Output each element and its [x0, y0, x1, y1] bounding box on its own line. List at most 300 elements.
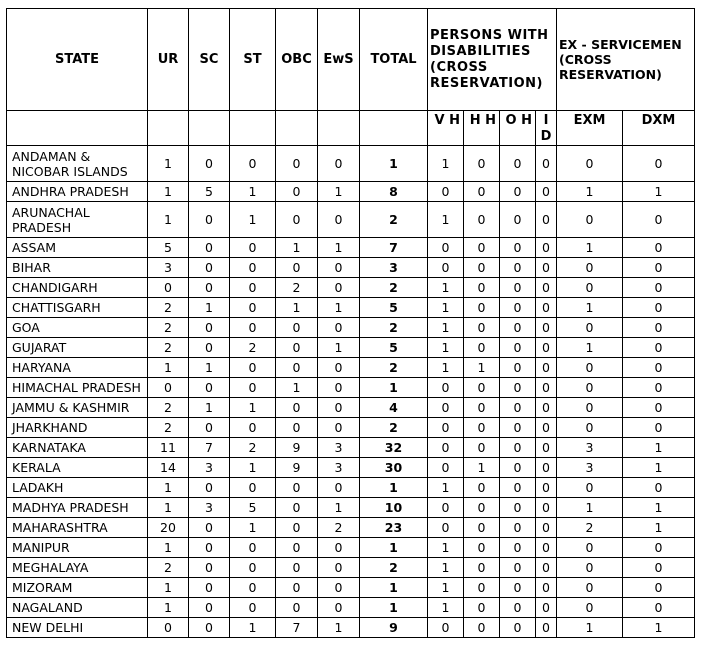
id-cell: 0 [536, 618, 557, 638]
dxm-cell: 0 [623, 398, 695, 418]
total-cell: 7 [360, 238, 428, 258]
vh-cell: 1 [428, 358, 464, 378]
st-cell: 1 [230, 618, 276, 638]
oh-cell: 0 [500, 338, 536, 358]
dxm-cell: 0 [623, 598, 695, 618]
oh-cell: 0 [500, 146, 536, 182]
id-cell: 0 [536, 298, 557, 318]
table-row [7, 498, 695, 518]
hh-cell: 0 [464, 258, 500, 278]
exm-cell: 2 [557, 518, 623, 538]
sc-cell: 0 [189, 278, 230, 298]
vh-cell: 0 [428, 458, 464, 478]
header-st: ST [230, 9, 276, 111]
st-cell: 0 [230, 558, 276, 578]
table-row [7, 202, 695, 238]
hh-cell: 0 [464, 518, 500, 538]
id-cell: 0 [536, 458, 557, 478]
ur-cell: 1 [148, 478, 189, 498]
oh-cell: 0 [500, 358, 536, 378]
hh-cell: 0 [464, 598, 500, 618]
total-cell: 2 [360, 202, 428, 238]
ews-cell: 0 [318, 538, 360, 558]
exm-cell: 1 [557, 498, 623, 518]
header-total: TOTAL [360, 9, 428, 111]
id-cell: 0 [536, 498, 557, 518]
oh-cell: 0 [500, 182, 536, 202]
id-cell: 0 [536, 358, 557, 378]
dxm-cell: 0 [623, 278, 695, 298]
st-cell: 0 [230, 278, 276, 298]
sc-cell: 0 [189, 518, 230, 538]
exm-cell: 0 [557, 598, 623, 618]
state-cell: GOA [7, 318, 148, 338]
ews-cell: 1 [318, 238, 360, 258]
exm-cell: 0 [557, 478, 623, 498]
exm-cell: 0 [557, 358, 623, 378]
oh-cell: 0 [500, 558, 536, 578]
subheader-blank [148, 111, 189, 146]
exm-cell: 0 [557, 146, 623, 182]
ur-cell: 5 [148, 238, 189, 258]
vh-cell: 0 [428, 182, 464, 202]
obc-cell: 1 [276, 238, 318, 258]
ews-cell: 1 [318, 498, 360, 518]
total-cell: 30 [360, 458, 428, 478]
total-cell: 1 [360, 146, 428, 182]
dxm-cell: 0 [623, 558, 695, 578]
hh-cell: 0 [464, 378, 500, 398]
sc-cell: 3 [189, 458, 230, 478]
oh-cell: 0 [500, 238, 536, 258]
hh-cell: 0 [464, 202, 500, 238]
exm-cell: 1 [557, 298, 623, 318]
ews-cell: 0 [318, 358, 360, 378]
total-cell: 2 [360, 558, 428, 578]
hh-cell: 0 [464, 318, 500, 338]
dxm-cell: 0 [623, 238, 695, 258]
vh-cell: 1 [428, 558, 464, 578]
state-cell: HIMACHAL PRADESH [7, 378, 148, 398]
dxm-cell: 0 [623, 202, 695, 238]
ews-cell: 2 [318, 518, 360, 538]
table-row [7, 258, 695, 278]
st-cell: 0 [230, 146, 276, 182]
hh-cell: 0 [464, 538, 500, 558]
total-cell: 2 [360, 278, 428, 298]
subheader-hh: H H [464, 111, 500, 146]
obc-cell: 0 [276, 498, 318, 518]
ur-cell: 1 [148, 358, 189, 378]
ews-cell: 0 [318, 378, 360, 398]
vh-cell: 1 [428, 298, 464, 318]
obc-cell: 0 [276, 258, 318, 278]
exm-cell: 0 [557, 318, 623, 338]
ur-cell: 2 [148, 418, 189, 438]
ur-cell: 0 [148, 278, 189, 298]
table-row [7, 438, 695, 458]
exm-cell: 0 [557, 418, 623, 438]
st-cell: 0 [230, 318, 276, 338]
ur-cell: 2 [148, 298, 189, 318]
state-cell: KARNATAKA [7, 438, 148, 458]
sc-cell: 0 [189, 418, 230, 438]
st-cell: 0 [230, 598, 276, 618]
sc-cell: 0 [189, 378, 230, 398]
oh-cell: 0 [500, 202, 536, 238]
vh-cell: 1 [428, 538, 464, 558]
dxm-cell: 0 [623, 318, 695, 338]
vh-cell: 0 [428, 438, 464, 458]
header-obc: OBC [276, 9, 318, 111]
table-row [7, 538, 695, 558]
ur-cell: 1 [148, 146, 189, 182]
ur-cell: 1 [148, 202, 189, 238]
ur-cell: 11 [148, 438, 189, 458]
obc-cell: 1 [276, 378, 318, 398]
oh-cell: 0 [500, 298, 536, 318]
obc-cell: 0 [276, 398, 318, 418]
total-cell: 2 [360, 358, 428, 378]
st-cell: 0 [230, 478, 276, 498]
obc-cell: 7 [276, 618, 318, 638]
oh-cell: 0 [500, 518, 536, 538]
vh-cell: 0 [428, 618, 464, 638]
dxm-cell: 0 [623, 338, 695, 358]
state-cell: NEW DELHI [7, 618, 148, 638]
oh-cell: 0 [500, 318, 536, 338]
sc-cell: 0 [189, 258, 230, 278]
state-cell: JHARKHAND [7, 418, 148, 438]
vh-cell: 0 [428, 498, 464, 518]
st-cell: 0 [230, 418, 276, 438]
ur-cell: 14 [148, 458, 189, 478]
subheader-blank [360, 111, 428, 146]
obc-cell: 0 [276, 358, 318, 378]
id-cell: 0 [536, 398, 557, 418]
vh-cell: 0 [428, 258, 464, 278]
id-cell: 0 [536, 338, 557, 358]
hh-cell: 0 [464, 578, 500, 598]
id-cell: 0 [536, 538, 557, 558]
table-row [7, 146, 695, 182]
vh-cell: 1 [428, 578, 464, 598]
exm-cell: 0 [557, 202, 623, 238]
header-persons-with-disabilities: PERSONS WITH DISABILITIES (CROSS RESERVATION) [428, 9, 557, 111]
table-row [7, 358, 695, 378]
sc-cell: 1 [189, 358, 230, 378]
dxm-cell: 0 [623, 146, 695, 182]
ur-cell: 0 [148, 378, 189, 398]
vh-cell: 1 [428, 478, 464, 498]
st-cell: 0 [230, 298, 276, 318]
total-cell: 3 [360, 258, 428, 278]
id-cell: 0 [536, 278, 557, 298]
ews-cell: 0 [318, 478, 360, 498]
state-cell: GUJARAT [7, 338, 148, 358]
ur-cell: 20 [148, 518, 189, 538]
total-cell: 5 [360, 338, 428, 358]
total-cell: 10 [360, 498, 428, 518]
state-cell: ARUNACHAL PRADESH [7, 202, 148, 238]
exm-cell: 0 [557, 398, 623, 418]
state-cell: CHANDIGARH [7, 278, 148, 298]
ews-cell: 0 [318, 202, 360, 238]
subheader-blank [230, 111, 276, 146]
st-cell: 1 [230, 182, 276, 202]
header-ex-servicemen: EX - SERVICEMEN (CROSS RESERVATION) [557, 9, 695, 111]
ews-cell: 1 [318, 618, 360, 638]
total-cell: 1 [360, 478, 428, 498]
sc-cell: 0 [189, 318, 230, 338]
table-row [7, 578, 695, 598]
table-row [7, 458, 695, 478]
obc-cell: 0 [276, 318, 318, 338]
st-cell: 0 [230, 578, 276, 598]
sc-cell: 0 [189, 618, 230, 638]
obc-cell: 0 [276, 182, 318, 202]
st-cell: 5 [230, 498, 276, 518]
ews-cell: 0 [318, 146, 360, 182]
id-cell: 0 [536, 558, 557, 578]
hh-cell: 1 [464, 358, 500, 378]
total-cell: 2 [360, 318, 428, 338]
vh-cell: 1 [428, 278, 464, 298]
vh-cell: 0 [428, 518, 464, 538]
obc-cell: 9 [276, 458, 318, 478]
st-cell: 2 [230, 338, 276, 358]
sc-cell: 1 [189, 298, 230, 318]
sc-cell: 0 [189, 538, 230, 558]
oh-cell: 0 [500, 278, 536, 298]
total-cell: 2 [360, 418, 428, 438]
id-cell: 0 [536, 478, 557, 498]
sc-cell: 0 [189, 146, 230, 182]
ews-cell: 3 [318, 458, 360, 478]
header-state: STATE [7, 9, 148, 111]
id-cell: 0 [536, 146, 557, 182]
sc-cell: 0 [189, 578, 230, 598]
oh-cell: 0 [500, 618, 536, 638]
vh-cell: 0 [428, 418, 464, 438]
st-cell: 0 [230, 358, 276, 378]
state-cell: MADHYA PRADESH [7, 498, 148, 518]
ews-cell: 0 [318, 558, 360, 578]
obc-cell: 0 [276, 418, 318, 438]
hh-cell: 0 [464, 418, 500, 438]
ews-cell: 0 [318, 398, 360, 418]
state-cell: ASSAM [7, 238, 148, 258]
hh-cell: 0 [464, 182, 500, 202]
ur-cell: 1 [148, 538, 189, 558]
st-cell: 0 [230, 258, 276, 278]
exm-cell: 1 [557, 338, 623, 358]
ur-cell: 2 [148, 318, 189, 338]
subheader-blank [7, 111, 148, 146]
oh-cell: 0 [500, 498, 536, 518]
hh-cell: 0 [464, 498, 500, 518]
sc-cell: 7 [189, 438, 230, 458]
subheader-id: I D [536, 111, 557, 146]
st-cell: 1 [230, 458, 276, 478]
obc-cell: 0 [276, 538, 318, 558]
vh-cell: 0 [428, 238, 464, 258]
obc-cell: 0 [276, 338, 318, 358]
sc-cell: 1 [189, 398, 230, 418]
dxm-cell: 0 [623, 538, 695, 558]
hh-cell: 0 [464, 238, 500, 258]
vacancy-table [6, 8, 695, 638]
oh-cell: 0 [500, 438, 536, 458]
table-row [7, 338, 695, 358]
id-cell: 0 [536, 518, 557, 538]
ews-cell: 0 [318, 578, 360, 598]
total-cell: 9 [360, 618, 428, 638]
ews-cell: 0 [318, 318, 360, 338]
oh-cell: 0 [500, 418, 536, 438]
sc-cell: 5 [189, 182, 230, 202]
ur-cell: 2 [148, 338, 189, 358]
st-cell: 1 [230, 202, 276, 238]
obc-cell: 0 [276, 518, 318, 538]
ews-cell: 3 [318, 438, 360, 458]
ur-cell: 1 [148, 498, 189, 518]
st-cell: 0 [230, 538, 276, 558]
total-cell: 4 [360, 398, 428, 418]
exm-cell: 0 [557, 378, 623, 398]
total-cell: 1 [360, 578, 428, 598]
total-cell: 5 [360, 298, 428, 318]
exm-cell: 0 [557, 578, 623, 598]
state-cell: KERALA [7, 458, 148, 478]
sc-cell: 0 [189, 238, 230, 258]
state-cell: CHATTISGARH [7, 298, 148, 318]
dxm-cell: 1 [623, 438, 695, 458]
table-row [7, 298, 695, 318]
oh-cell: 0 [500, 458, 536, 478]
dxm-cell: 0 [623, 578, 695, 598]
ews-cell: 0 [318, 278, 360, 298]
obc-cell: 0 [276, 558, 318, 578]
sc-cell: 3 [189, 498, 230, 518]
oh-cell: 0 [500, 578, 536, 598]
obc-cell: 0 [276, 202, 318, 238]
ur-cell: 2 [148, 558, 189, 578]
table-row [7, 478, 695, 498]
st-cell: 0 [230, 238, 276, 258]
id-cell: 0 [536, 182, 557, 202]
obc-cell: 0 [276, 478, 318, 498]
table-row [7, 378, 695, 398]
total-cell: 1 [360, 598, 428, 618]
state-cell: ANDAMAN & NICOBAR ISLANDS [7, 146, 148, 182]
subheader-blank [318, 111, 360, 146]
subheader-vh: V H [428, 111, 464, 146]
id-cell: 0 [536, 202, 557, 238]
subheader-blank [189, 111, 230, 146]
total-cell: 1 [360, 538, 428, 558]
header-ur: UR [148, 9, 189, 111]
st-cell: 0 [230, 378, 276, 398]
oh-cell: 0 [500, 598, 536, 618]
obc-cell: 2 [276, 278, 318, 298]
table-row [7, 318, 695, 338]
vh-cell: 1 [428, 318, 464, 338]
exm-cell: 0 [557, 538, 623, 558]
subheader-exm: EXM [557, 111, 623, 146]
subheader-dxm: DXM [623, 111, 695, 146]
hh-cell: 0 [464, 618, 500, 638]
hh-cell: 0 [464, 338, 500, 358]
header-sc: SC [189, 9, 230, 111]
exm-cell: 3 [557, 438, 623, 458]
oh-cell: 0 [500, 538, 536, 558]
sc-cell: 0 [189, 478, 230, 498]
exm-cell: 1 [557, 238, 623, 258]
obc-cell: 0 [276, 598, 318, 618]
ews-cell: 1 [318, 182, 360, 202]
hh-cell: 0 [464, 558, 500, 578]
total-cell: 8 [360, 182, 428, 202]
hh-cell: 0 [464, 146, 500, 182]
exm-cell: 0 [557, 558, 623, 578]
ur-cell: 0 [148, 618, 189, 638]
ews-cell: 1 [318, 298, 360, 318]
table-row [7, 398, 695, 418]
ews-cell: 0 [318, 598, 360, 618]
oh-cell: 0 [500, 258, 536, 278]
vh-cell: 1 [428, 146, 464, 182]
vh-cell: 1 [428, 202, 464, 238]
id-cell: 0 [536, 378, 557, 398]
state-cell: MANIPUR [7, 538, 148, 558]
table-row [7, 278, 695, 298]
vh-cell: 0 [428, 398, 464, 418]
table-row [7, 182, 695, 202]
exm-cell: 1 [557, 618, 623, 638]
st-cell: 2 [230, 438, 276, 458]
id-cell: 0 [536, 258, 557, 278]
hh-cell: 0 [464, 278, 500, 298]
ur-cell: 1 [148, 182, 189, 202]
dxm-cell: 1 [623, 182, 695, 202]
state-cell: HARYANA [7, 358, 148, 378]
table-row [7, 618, 695, 638]
hh-cell: 0 [464, 398, 500, 418]
ur-cell: 3 [148, 258, 189, 278]
hh-cell: 0 [464, 298, 500, 318]
state-cell: MAHARASHTRA [7, 518, 148, 538]
state-cell: JAMMU & KASHMIR [7, 398, 148, 418]
vh-cell: 1 [428, 598, 464, 618]
dxm-cell: 1 [623, 498, 695, 518]
table-row [7, 518, 695, 538]
oh-cell: 0 [500, 478, 536, 498]
subheader-blank [276, 111, 318, 146]
exm-cell: 1 [557, 182, 623, 202]
sc-cell: 0 [189, 202, 230, 238]
sc-cell: 0 [189, 338, 230, 358]
dxm-cell: 0 [623, 378, 695, 398]
dxm-cell: 0 [623, 258, 695, 278]
st-cell: 1 [230, 518, 276, 538]
obc-cell: 0 [276, 146, 318, 182]
dxm-cell: 0 [623, 358, 695, 378]
sc-cell: 0 [189, 598, 230, 618]
exm-cell: 3 [557, 458, 623, 478]
state-cell: ANDHRA PRADESH [7, 182, 148, 202]
id-cell: 0 [536, 438, 557, 458]
